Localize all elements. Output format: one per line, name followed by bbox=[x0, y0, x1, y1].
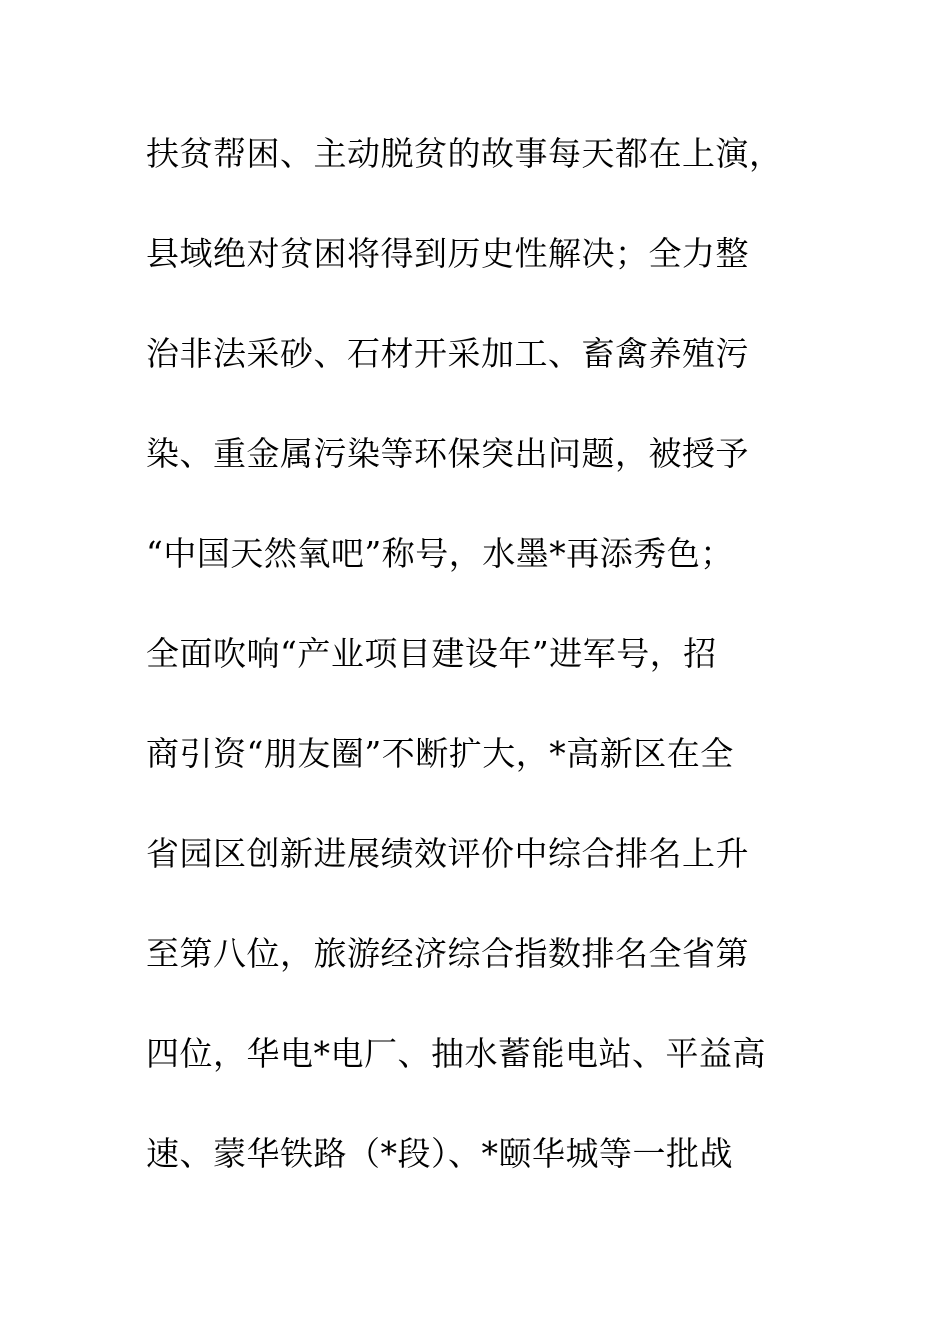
text-line: 省园区创新进展绩效评价中综合排名上升 bbox=[146, 834, 749, 873]
text-line: 商引资“朋友圈”不断扩大，*高新区在全 bbox=[146, 734, 734, 773]
text-line: 全面吹响“产业项目建设年”进军号，招 bbox=[146, 634, 717, 673]
text-line: 扶贫帮困、主动脱贫的故事每天都在上演， bbox=[146, 134, 783, 173]
text-line: “中国天然氧吧”称号，水墨*再添秀色； bbox=[146, 534, 734, 573]
body-text bbox=[146, 124, 806, 1224]
text-line: 治非法采砂、石材开采加工、畜禽养殖污 bbox=[146, 334, 749, 373]
text-line: 速、蒙华铁路（*段）、*颐华城等一批战 bbox=[146, 1134, 733, 1173]
text-line: 四位，华电*电厂、抽水蓄能电站、平益高 bbox=[146, 1034, 766, 1073]
text-line: 县域绝对贫困将得到历史性解决；全力整 bbox=[146, 234, 749, 273]
text-line: 至第八位，旅游经济综合指数排名全省第 bbox=[146, 934, 749, 973]
text-line: 染、重金属污染等环保突出问题，被授予 bbox=[146, 434, 749, 473]
